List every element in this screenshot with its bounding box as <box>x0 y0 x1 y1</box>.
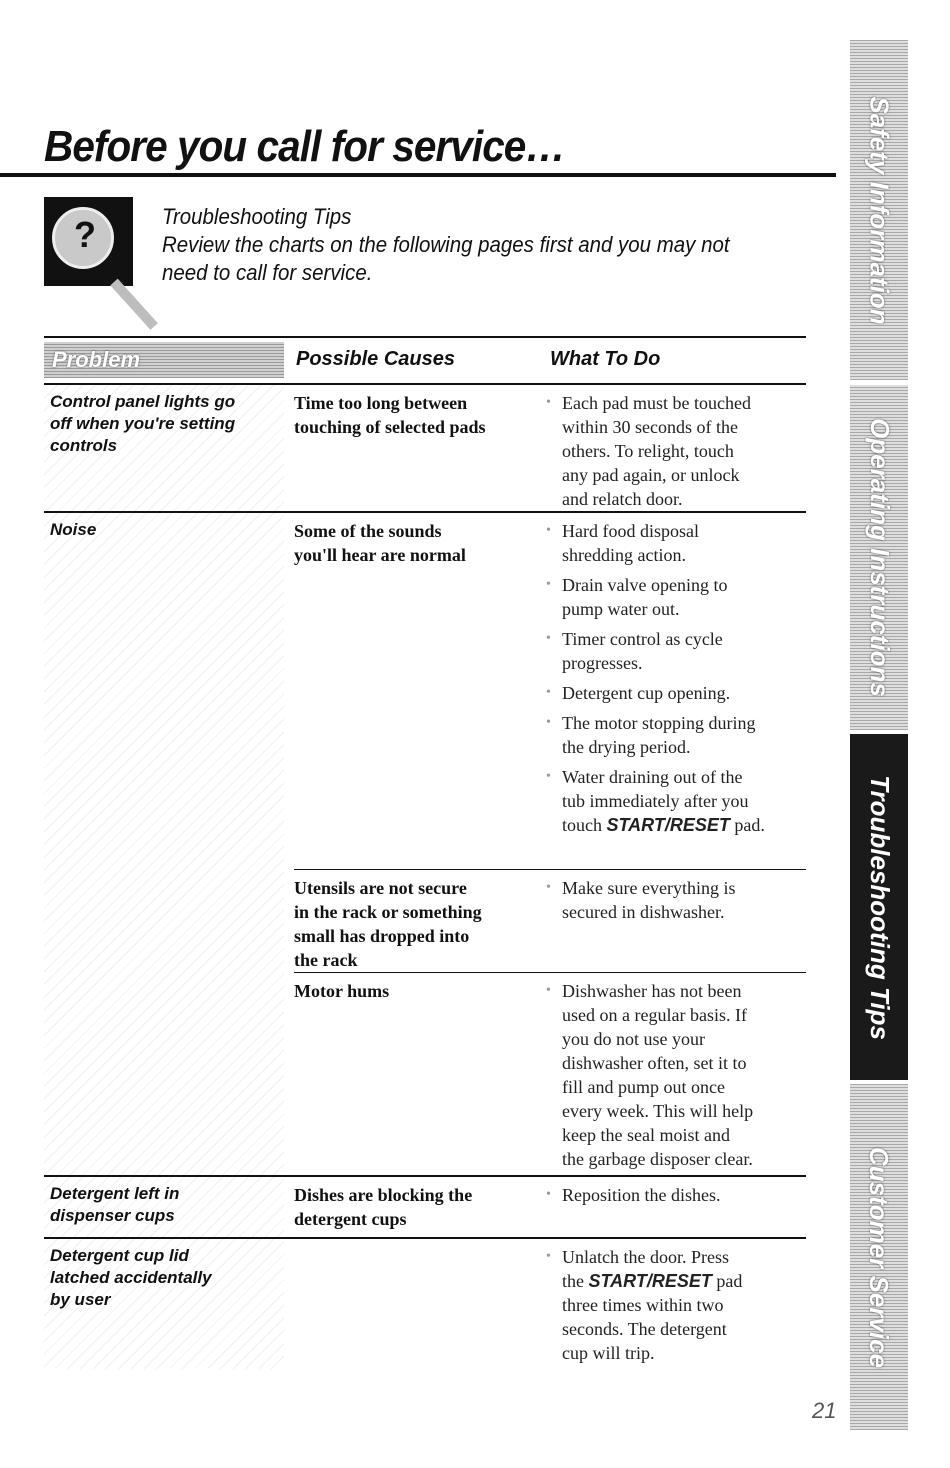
remedy-item: • Each pad must be touched within 30 seconds of the others. To relight, touch any pad again, or unlock and relatch door. <box>546 391 806 511</box>
problem-section <box>44 1175 806 1237</box>
tab-label: Troubleshooting Tips <box>864 774 895 1040</box>
tab-safety-information[interactable] <box>850 40 908 380</box>
problem-section <box>44 511 806 1175</box>
remedy-item: • Dishwasher has not been used on a regular basis. If you do not use your dishwasher often, set it to fill and pump out once every week. This will help keep the seal moist and the garbage disposer clear. <box>546 979 806 1171</box>
table-row <box>294 972 806 1173</box>
remedy-item: • Make sure everything is secured in dishwasher. <box>546 876 806 924</box>
section-sidebar <box>850 40 908 1430</box>
page-number: 21 <box>812 1398 837 1423</box>
possible-cause: Motor hums <box>294 981 390 1001</box>
possible-cause: Dishes are blocking the detergent cups <box>294 1185 473 1229</box>
title-divider <box>0 173 836 177</box>
what-to-do <box>546 1245 806 1371</box>
remedy-item: • Hard food disposal shredding action. <box>546 519 806 567</box>
problem-label: Detergent left in dispenser cups <box>50 1184 180 1225</box>
tab-customer-service[interactable] <box>850 1084 908 1430</box>
start-reset-label: START/RESET <box>606 815 730 835</box>
header-what-to-do: What To Do <box>550 348 661 370</box>
remedy-item: • The motor stopping during the drying period. <box>546 711 806 759</box>
possible-cause: Some of the sounds you'll hear are normal <box>294 521 466 565</box>
problem-label: Detergent cup lid latched accidentally by user <box>50 1246 212 1309</box>
intro-line: Review the charts on the following pages first and you may not <box>162 232 730 257</box>
tab-label: Safety Information <box>864 95 895 325</box>
remedy-item: • Timer control as cycle progresses. <box>546 627 806 675</box>
what-to-do <box>546 391 806 517</box>
remedy-text: pad. <box>729 815 765 835</box>
troubleshooting-table <box>44 336 806 1369</box>
problem-label: Control panel lights go off when you're setting controls <box>50 392 236 455</box>
page-title: Before you call for service… <box>44 122 565 171</box>
what-to-do <box>546 979 806 1177</box>
remedy-item: • Drain valve opening to pump water out. <box>546 573 806 621</box>
tab-troubleshooting-tips[interactable] <box>850 734 908 1080</box>
table-row <box>44 385 806 511</box>
what-to-do <box>546 876 806 930</box>
tab-label: Customer Service <box>864 1146 895 1368</box>
help-magnifier-icon <box>44 197 133 286</box>
remedy-item <box>546 765 806 837</box>
table-row <box>44 1239 806 1369</box>
remedy-item: • Detergent cup opening. <box>546 681 806 705</box>
magnifier-handle-icon <box>110 279 158 330</box>
what-to-do <box>546 1183 806 1213</box>
table-row <box>294 869 806 972</box>
tab-label: Operating Instructions <box>864 418 895 697</box>
remedy-text: Water draining out of the tub immediately after you touch <box>562 767 749 835</box>
header-problem: Problem <box>44 342 284 378</box>
header-possible-causes: Possible Causes <box>296 348 455 370</box>
question-mark-icon: ? <box>74 214 96 255</box>
table-row <box>44 1177 806 1237</box>
remedy-text: pad three times within two seconds. The detergent cup will trip. <box>562 1271 743 1363</box>
problem-label: Noise <box>50 520 97 539</box>
intro-text <box>162 203 812 287</box>
possible-cause: Utensils are not secure in the rack or something small has dropped into the rack <box>294 878 482 970</box>
tab-operating-instructions[interactable] <box>850 385 908 730</box>
start-reset-label: START/RESET <box>588 1271 712 1291</box>
table-header <box>44 336 806 383</box>
possible-cause: Time too long between touching of selected pads <box>294 393 486 437</box>
remedy-text: Unlatch the door. Press the <box>562 1247 729 1291</box>
table-row <box>44 513 806 869</box>
intro-line: need to call for service. <box>162 260 373 285</box>
remedy-item: • Reposition the dishes. <box>546 1183 806 1207</box>
problem-section <box>44 1237 806 1369</box>
intro-heading: Troubleshooting Tips <box>162 204 352 229</box>
problem-section <box>44 383 806 511</box>
what-to-do <box>546 519 806 843</box>
remedy-item <box>546 1245 806 1365</box>
